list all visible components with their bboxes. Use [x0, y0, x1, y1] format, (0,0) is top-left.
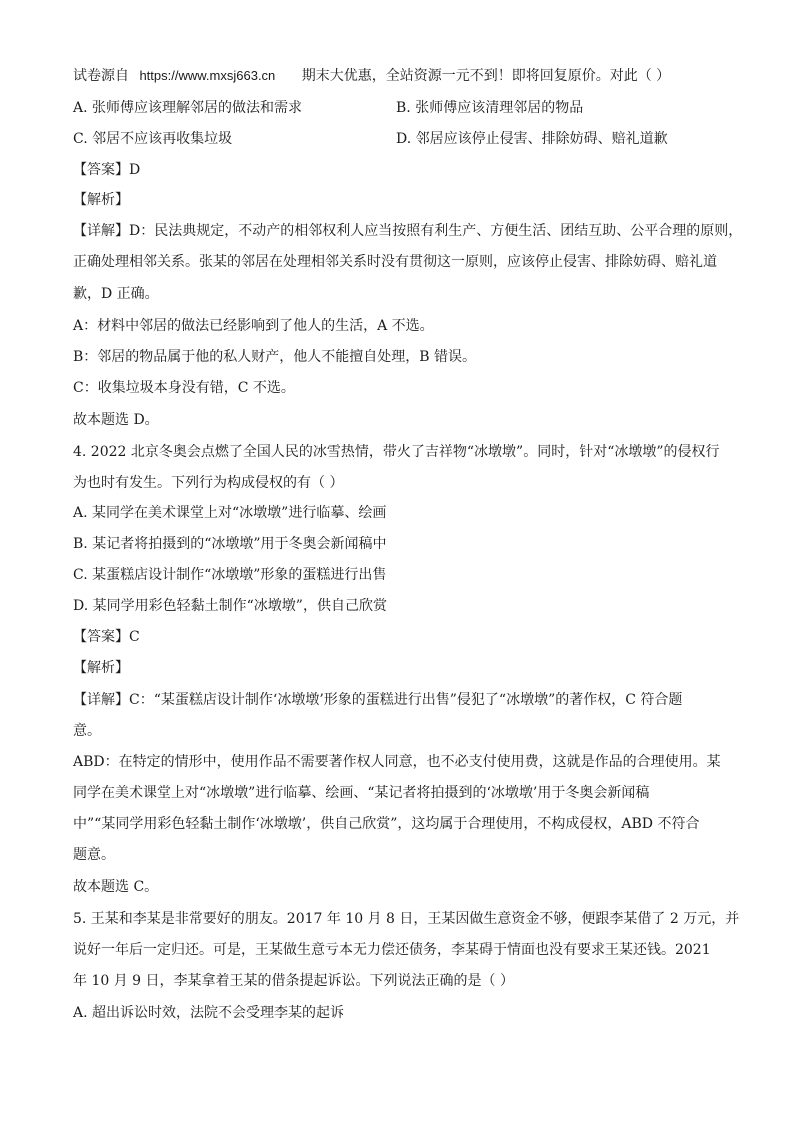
q3-conclusion: 故本题选 D。 — [73, 412, 159, 428]
q4-option-a: A. 某同学在美术课堂上对“冰墩墩”进行临摹、绘画 — [73, 505, 387, 521]
q4-option-b: B. 某记者将拍摄到的“冰墩墩”用于冬奥会新闻稿中 — [73, 536, 387, 552]
q5-stem-line: 5. 王某和李某是非常要好的朋友。2017 年 10 月 8 日，王某因做生意资金不够，便跟李某借了 2 万元，并 — [73, 911, 740, 927]
q4-stem-line: 4. 2022 北京冬奥会点燃了全国人民的冰雪热情，带火了吉祥物“冰墩墩”。同时，针对“冰墩墩”的侵权行 — [73, 444, 720, 460]
q3-detail-line: 正确处理相邻关系。张某的邻居在处理相邻关系时没有贯彻这一原则，应该停止侵害、排除妨碍、赔礼道 — [73, 254, 717, 270]
source-label: 试卷源自 — [73, 68, 129, 84]
q4-detail-line: 【详解】C：“某蛋糕店设计制作‘冰墩墩’形象的蛋糕进行出售”侵犯了“冰墩墩”的著作权，C 符合题 — [73, 692, 683, 708]
q3-option-c: C. 邻居不应该再收集垃圾 — [73, 131, 233, 147]
q4-option-d: D. 某同学用彩色轻黏土制作“冰墩墩”，供自己欣赏 — [73, 598, 387, 614]
q3-option-b: B. 张师傅应该清理邻居的物品 — [396, 100, 584, 116]
header-line — [73, 66, 725, 86]
promo-text: 期末大优惠，全站资源一元不到！即将回复原价。对此（ ） — [301, 68, 671, 84]
q4-detail-line: 同学在美术课堂上对“冰墩墩”进行临摹、绘画、“某记者将拍摄到的‘冰墩墩’用于冬奥会新闻稿 — [73, 785, 650, 801]
q4-detail-line: 意。 — [73, 723, 101, 739]
q3-detail-line: B：邻居的物品属于他的私人财产，他人不能擅自处理，B 错误。 — [73, 349, 477, 365]
q5-stem-line: 年 10 月 9 日，李某拿着王某的借条提起诉讼。下列说法正确的是（ ） — [73, 973, 514, 989]
q3-detail-line: A：材料中邻居的做法已经影响到了他人的生活，A 不选。 — [73, 318, 434, 334]
q4-answer: 【答案】C — [73, 629, 140, 645]
q4-option-c: C. 某蛋糕店设计制作“冰墩墩”形象的蛋糕进行出售 — [73, 567, 387, 583]
q5-option-a: A. 超出诉讼时效，法院不会受理李某的起诉 — [73, 1005, 345, 1021]
q3-analysis-label: 【解析】 — [73, 192, 129, 208]
q3-detail-line: C：收集垃圾本身没有错，C 不选。 — [73, 380, 295, 396]
q3-option-d: D. 邻居应该停止侵害、排除妨碍、赔礼道歉 — [396, 131, 668, 147]
q4-analysis-label: 【解析】 — [73, 660, 129, 676]
q4-detail-line: ABD：在特定的情形中，使用作品不需要著作权人同意，也不必支付使用费，这就是作品的合理使用。某 — [73, 754, 721, 770]
q3-detail-line: 歉，D 正确。 — [73, 286, 159, 302]
q4-detail-line: 中”“某同学用彩色轻黏土制作‘冰墩墩’，供自己欣赏”，这均属于合理使用，不构成侵权，ABD 不符合 — [73, 816, 700, 832]
q5-stem-line: 说好一年后一定归还。可是，王某做生意亏本无力偿还债务，李某碍于情面也没有要求王某还钱。2021 — [73, 942, 711, 958]
source-url[interactable]: https://www.mxsj663.cn — [139, 68, 276, 83]
q4-stem-line: 为也时有发生。下列行为构成侵权的有（ ） — [73, 475, 344, 491]
q4-detail-line: 题意。 — [73, 847, 115, 863]
q4-conclusion: 故本题选 C。 — [73, 879, 159, 895]
q3-detail-line: 【详解】D：民法典规定，不动产的相邻权利人应当按照有利生产、方便生活、团结互助、公平合理的原则， — [73, 223, 743, 239]
q3-option-a: A. 张师傅应该理解邻居的做法和需求 — [73, 100, 303, 116]
q3-answer: 【答案】D — [73, 162, 141, 178]
